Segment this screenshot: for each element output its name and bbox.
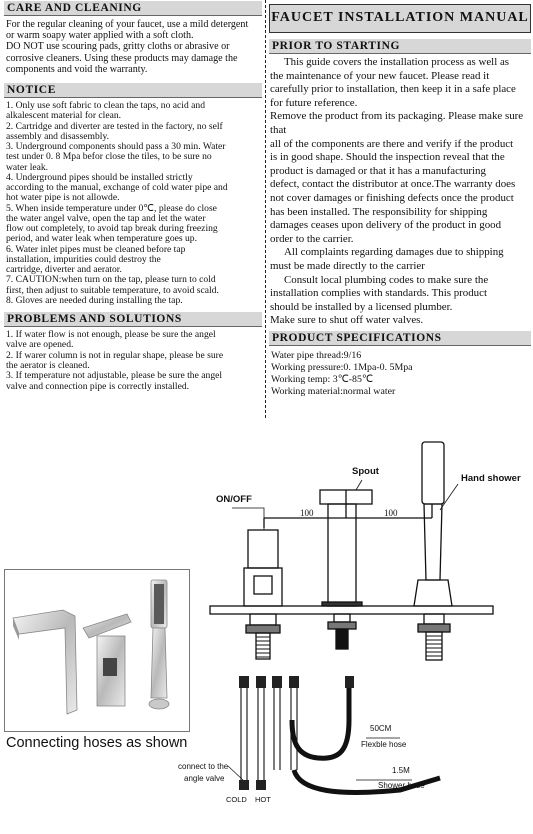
notice-heading: NOTICE [4, 83, 262, 98]
specs-heading: PRODUCT SPECIFICATIONS [269, 331, 531, 346]
text-line: the water angel valve, open the tap and let the water [6, 212, 206, 224]
text-line: period, and water leak when temperature goes up. [6, 233, 197, 245]
text-line: Water pipe thread:9/16 [271, 349, 362, 361]
care-text [6, 19, 262, 75]
text-line: 1. Only use soft fabric to clean the taps, no acid and [6, 100, 206, 112]
text-line: For the regular cleaning of your faucet, use a mild detergent [6, 19, 249, 30]
text-line: Remove the product from its packaging. Please make sure that [270, 110, 524, 136]
text-line: order to the carrier. [270, 232, 354, 245]
manual-title: FAUCET INSTALLATION MANUAL [269, 4, 531, 33]
text-line: 2. If warer column is not in regular shape, please be sure [6, 349, 224, 361]
on-off-label: ON/OFF [216, 494, 252, 505]
specs-text [271, 350, 531, 398]
text-line: alkalescent material for clean. [6, 110, 122, 122]
text-line: according to the manual, exchange of cold water pipe and [6, 182, 228, 194]
installation-diagram [0, 420, 533, 834]
text-line: hot water pipe is not allowde. [6, 192, 120, 204]
text-line: valve and connection pipe is correctly installed. [6, 380, 190, 392]
text-line: test under 0. 8 Mpa befor close the tiles, to be sure no [6, 151, 212, 163]
problems-text [6, 330, 262, 392]
text-line: flow out completely, to avoid tap break during freezing [6, 223, 218, 235]
column-divider [265, 0, 266, 418]
care-heading: CARE AND CLEANING [4, 1, 262, 16]
text-line: water leak. [6, 161, 49, 173]
text-line: 8. Gloves are needed during installing the tap. [6, 294, 183, 306]
text-line: is in good shape. Should the inspection reveal that the [270, 151, 505, 164]
shower-hose-label: Shower hose [378, 781, 425, 790]
text-line: installation, impurities could destroy the [6, 253, 161, 265]
flex-hose-label: Flexble hose [361, 740, 407, 749]
text-line: all of the components are there and verify if the product [270, 137, 514, 150]
text-line: 1. If water flow is not enough, please be sure the angel [6, 329, 216, 341]
text-line: 6. Water inlet pipes must be cleaned before tap [6, 243, 186, 255]
text-line: valve are opened. [6, 339, 74, 351]
text-line: Consult local plumbing codes to make sure the [284, 273, 489, 286]
text-line: 3. If temperature not adjustable, please be sure the angel [6, 370, 223, 382]
hot-label: HOT [255, 795, 271, 804]
right-column [269, 4, 531, 398]
flex-hose-length: 50CM [370, 724, 392, 733]
text-line: product is damaged or that it has a manufacturing [270, 164, 486, 177]
text-line: corrosive cleaners. Using these products may damage the [6, 52, 238, 64]
left-column [4, 0, 262, 392]
problems-heading: PROBLEMS AND SOLUTIONS [4, 312, 262, 327]
text-line: 2. Cartridge and diverter are tested in the factory, no self [6, 120, 223, 132]
cold-label: COLD [226, 795, 247, 804]
text-line: 7. CAUTION:when turn on the tap, please turn to cold [6, 274, 216, 286]
prior-heading: PRIOR TO STARTING [269, 39, 531, 54]
text-line: has been installed. The responsibility for shipping [270, 205, 488, 218]
text-line: installation complies with standards. This product [270, 287, 487, 300]
text-line: assembly and disassembly. [6, 130, 110, 142]
text-line: Make sure to shut off water valves. [270, 314, 424, 327]
text-line: 4. Underground pipes should be installed strictly [6, 171, 193, 183]
text-line: not cover damages or finishing defects once the product [270, 191, 514, 204]
text-line: the aerator is cleaned. [6, 359, 90, 371]
text-line: DO NOT use scouring pads, gritty cloths or abrasive or [6, 41, 230, 53]
text-line: Working temp: 3℃-85℃ [271, 373, 374, 385]
text-line: This guide covers the installation process as well as [284, 56, 510, 68]
text-line: the maintenance of your new faucet. Please read it [270, 69, 490, 82]
text-line: or warm soapy water applied with a soft cloth. [6, 30, 194, 42]
text-line: cartridge, diverter and aerator. [6, 264, 122, 276]
angle-valve-label-2: angle valve [184, 774, 225, 783]
angle-valve-label-1: connect to the [178, 762, 229, 771]
text-line: 3. Underground components should pass a 30 min. Water [6, 141, 226, 153]
text-line: carefully prior to installation, then keep it in a safe place [270, 83, 516, 96]
spout-label: Spout [352, 466, 379, 477]
notice-text [6, 101, 262, 306]
text-line: damages ceases upon delivery of the product in good [270, 219, 502, 232]
text-line: Working material:normal water [271, 385, 396, 397]
text-line: should be installed by a licensed plumber. [270, 300, 453, 313]
hand-shower-label: Hand shower [461, 473, 521, 484]
prior-text [270, 56, 531, 328]
text-line: first, then adjust to suitable temperature, to avoid scald. [6, 284, 219, 296]
text-line: for future reference. [270, 96, 358, 109]
dimension-left: 100 [300, 508, 314, 518]
text-line: 5. When inside temperature under 0℃, please do close [6, 202, 217, 214]
text-line: All complaints regarding damages due to shipping [284, 246, 504, 259]
text-line: defect, contact the distributor at once.The warranty does [270, 178, 516, 191]
text-line: Working pressure:0. 1Mpa-0. 5Mpa [271, 361, 413, 373]
text-line: must be made directly to the carrier [270, 259, 425, 272]
shower-hose-length: 1.5M [392, 766, 410, 775]
hoses-caption: Connecting hoses as shown [6, 735, 188, 751]
text-line: components and void the warranty. [6, 63, 148, 75]
dimension-right: 100 [384, 508, 398, 518]
